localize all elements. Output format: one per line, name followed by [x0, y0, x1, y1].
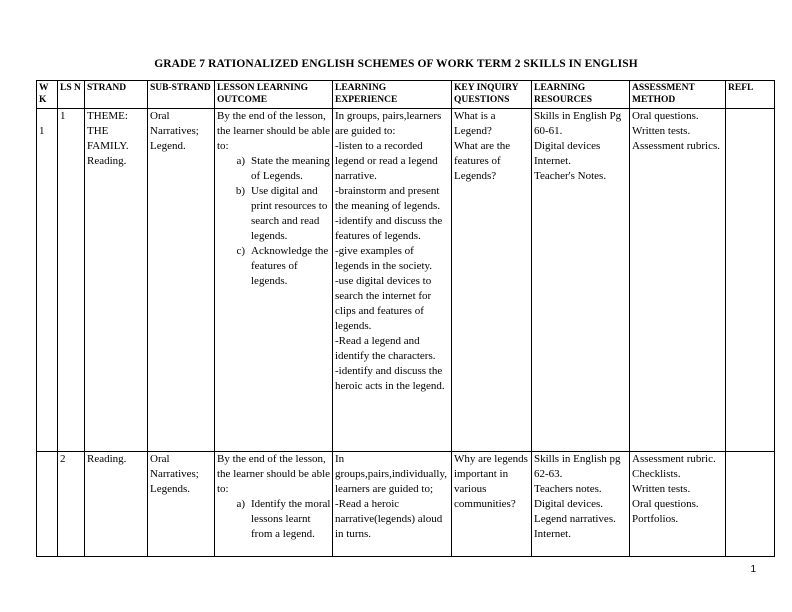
outcome-intro: By the end of the lesson, the learner should be able to:: [217, 453, 331, 495]
experience-line: In groups,pairs,individually,learners are guided to;: [335, 453, 448, 495]
assessment-line: Written tests.: [632, 483, 691, 495]
substrand-cell: Oral Narratives; Legend.: [148, 109, 215, 452]
question-line: Why are legends important in various communities?: [454, 453, 528, 510]
schemes-of-work-table: [36, 80, 775, 557]
strand-cell: THEME: THE FAMILY. Reading.: [85, 109, 148, 452]
lsn-cell: 1: [58, 109, 85, 452]
resource-line: Internet.: [534, 528, 571, 540]
resource-line: Digital devices.: [534, 498, 604, 510]
outcome-marker: a): [236, 498, 245, 510]
header-outcome: LESSON LEARNING OUTCOME: [215, 81, 333, 109]
resource-line: Digital devices Internet.: [534, 140, 601, 167]
substrand-cell: Oral Narratives; Legends.: [148, 452, 215, 557]
list-item: [217, 244, 331, 289]
assessment-line: Oral questions.: [632, 110, 699, 122]
resources-cell: [532, 109, 630, 452]
header-wk: W K: [37, 81, 58, 109]
resources-cell: [532, 452, 630, 557]
experience-line: -identify and discuss the features of legends.: [335, 215, 443, 242]
strand-cell: Reading.: [85, 452, 148, 557]
outcome-marker: a): [236, 155, 245, 167]
outcome-text: Identify the moral lessons learnt from a legend.: [251, 498, 331, 540]
outcome-intro: By the end of the lesson, the learner should be able to:: [217, 110, 331, 152]
header-substrand: SUB-STRAND: [148, 81, 215, 109]
questions-cell: [452, 452, 532, 557]
outcome-marker: c): [236, 245, 245, 257]
questions-cell: [452, 109, 532, 452]
list-item: [217, 184, 331, 244]
assessment-cell: [630, 452, 726, 557]
resource-line: Legend narratives.: [534, 513, 616, 525]
table-row: [37, 109, 775, 452]
header-experience: LEARNING EXPERIENCE: [333, 81, 452, 109]
lsn-cell: 2: [58, 452, 85, 557]
experience-line: In groups, pairs,learners are guided to:: [335, 110, 442, 137]
assessment-line: Assessment rubric.: [632, 453, 716, 465]
page-number: 1: [750, 564, 756, 575]
outcome-list: [217, 154, 331, 289]
experience-line: -use digital devices to search the internet for clips and features of legends.: [335, 275, 432, 332]
list-item: [217, 497, 331, 542]
question-line: What is a Legend?: [454, 110, 496, 137]
wk-cell: 1: [37, 109, 58, 452]
header-lsn: LS N: [58, 81, 85, 109]
outcome-text: State the meaning of Legends.: [251, 155, 330, 182]
assessment-line: Checklists.: [632, 468, 681, 480]
assessment-line: Oral questions.: [632, 498, 699, 510]
experience-line: -brainstorm and present the meaning of legends.: [335, 185, 441, 212]
table-row: [37, 452, 775, 557]
assessment-line: Portfolios.: [632, 513, 679, 525]
refl-cell: [726, 452, 775, 557]
experience-line: -listen to a recorded legend or read a legend narrative.: [335, 140, 438, 182]
assessment-line: Written tests.: [632, 125, 691, 137]
experience-line: -give examples of legends in the society.: [335, 245, 433, 272]
list-item: [217, 154, 331, 184]
outcome-cell: [215, 109, 333, 452]
experience-line: -Read a legend and identify the characters.: [335, 335, 436, 362]
question-line: What are the features of Legends?: [454, 140, 511, 182]
outcome-text: Acknowledge the features of legends.: [251, 245, 329, 287]
outcome-marker: b): [235, 185, 245, 197]
experience-cell: [333, 109, 452, 452]
header-assessment: ASSESSMENT METHOD: [630, 81, 726, 109]
header-strand: STRAND: [85, 81, 148, 109]
experience-cell: [333, 452, 452, 557]
experience-line: -Read a heroic narrative(legends) aloud in turns.: [335, 498, 443, 540]
outcome-text: Use digital and print resources to search and read legends.: [251, 185, 328, 242]
resource-line: Skills in English pg 62-63.: [534, 453, 621, 480]
resource-line: Teacher's Notes.: [534, 170, 607, 182]
outcome-list: [217, 497, 331, 542]
resource-line: Skills in English Pg 60-61.: [534, 110, 622, 137]
document-title: GRADE 7 RATIONALIZED ENGLISH SCHEMES OF WORK TERM 2 SKILLS IN ENGLISH: [154, 58, 638, 70]
assessment-cell: [630, 109, 726, 452]
header-row: [37, 81, 775, 109]
resource-line: Teachers notes.: [534, 483, 602, 495]
outcome-cell: [215, 452, 333, 557]
refl-cell: [726, 109, 775, 452]
header-resources: LEARNING RESOURCES: [532, 81, 630, 109]
header-questions: KEY INQUIRY QUESTIONS: [452, 81, 532, 109]
header-refl: REFL: [726, 81, 775, 109]
wk-cell: [37, 452, 58, 557]
experience-line: -identify and discuss the heroic acts in the legend.: [335, 365, 445, 392]
assessment-line: Assessment rubrics.: [632, 140, 720, 152]
